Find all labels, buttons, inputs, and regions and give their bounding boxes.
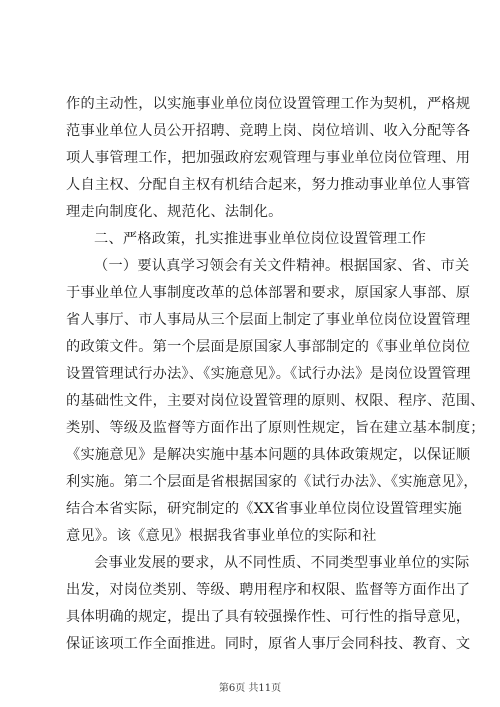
- body-line: 设置管理试行办法》、《实施意见》。《试行办法》是岗位设置管理: [66, 366, 471, 382]
- body-line: 范事业单位人员公开招聘、竞聘上岗、岗位培训、收入分配等各: [66, 123, 471, 139]
- body-line: 保证该项工作全面推进。同时，原省人事厅会同科技、教育、文: [66, 636, 471, 652]
- body-line: 利实施。第二个层面是省根据国家的《试行办法》、《实施意见》，: [66, 474, 478, 490]
- body-line: 项人事管理工作，把加强政府宏观管理与事业单位岗位管理、用: [66, 150, 471, 166]
- body-line: 出发，对岗位类别、等级、聘用程序和权限、监督等方面作出了: [66, 582, 471, 598]
- section-heading: 二、严格政策，扎实推进事业单位岗位设置管理工作: [94, 231, 427, 247]
- body-line: 作的主动性，以实施事业单位岗位设置管理工作为契机，严格规: [66, 96, 471, 112]
- body-line: 人自主权、分配自主权有机结合起来，努力推动事业单位人事管: [66, 177, 471, 193]
- body-line: 理走向制度化、规范化、法制化。: [66, 204, 283, 220]
- body-line: 意见》。该《意见》根据我省事业单位的实际和社: [66, 528, 377, 544]
- body-line: 《实施意见》是解决实施中基本问题的具体政策规定，以保证顺: [66, 447, 471, 463]
- body-line: 的政策文件。第一个层面是原国家人事部制定的《事业单位岗位: [66, 339, 471, 355]
- body-line: 具体明确的规定，提出了具有较强操作性、可行性的指导意见，: [66, 609, 471, 625]
- body-line: 省人事厅、市人事局从三个层面上制定了事业单位岗位设置管理: [66, 312, 471, 328]
- page-number-footer: 第6页 共11页: [218, 683, 282, 694]
- body-line: 会事业发展的要求，从不同性质、不同类型事业单位的实际: [94, 555, 470, 571]
- body-line: 类别、等级及监督等方面作出了原则性规定，旨在建立基本制度；: [66, 420, 485, 436]
- body-line: 的基础性文件，主要对岗位设置管理的原则、权限、程序、范围、: [66, 393, 485, 409]
- body-line: 于事业单位人事制度改革的总体部署和要求，原国家人事部、原: [66, 285, 471, 301]
- body-line: （一）要认真学习领会有关文件精神。根据国家、省、市关: [94, 258, 470, 274]
- body-line: 结合本省实际，研究制定的《XX省事业单位岗位设置管理实施: [66, 501, 463, 517]
